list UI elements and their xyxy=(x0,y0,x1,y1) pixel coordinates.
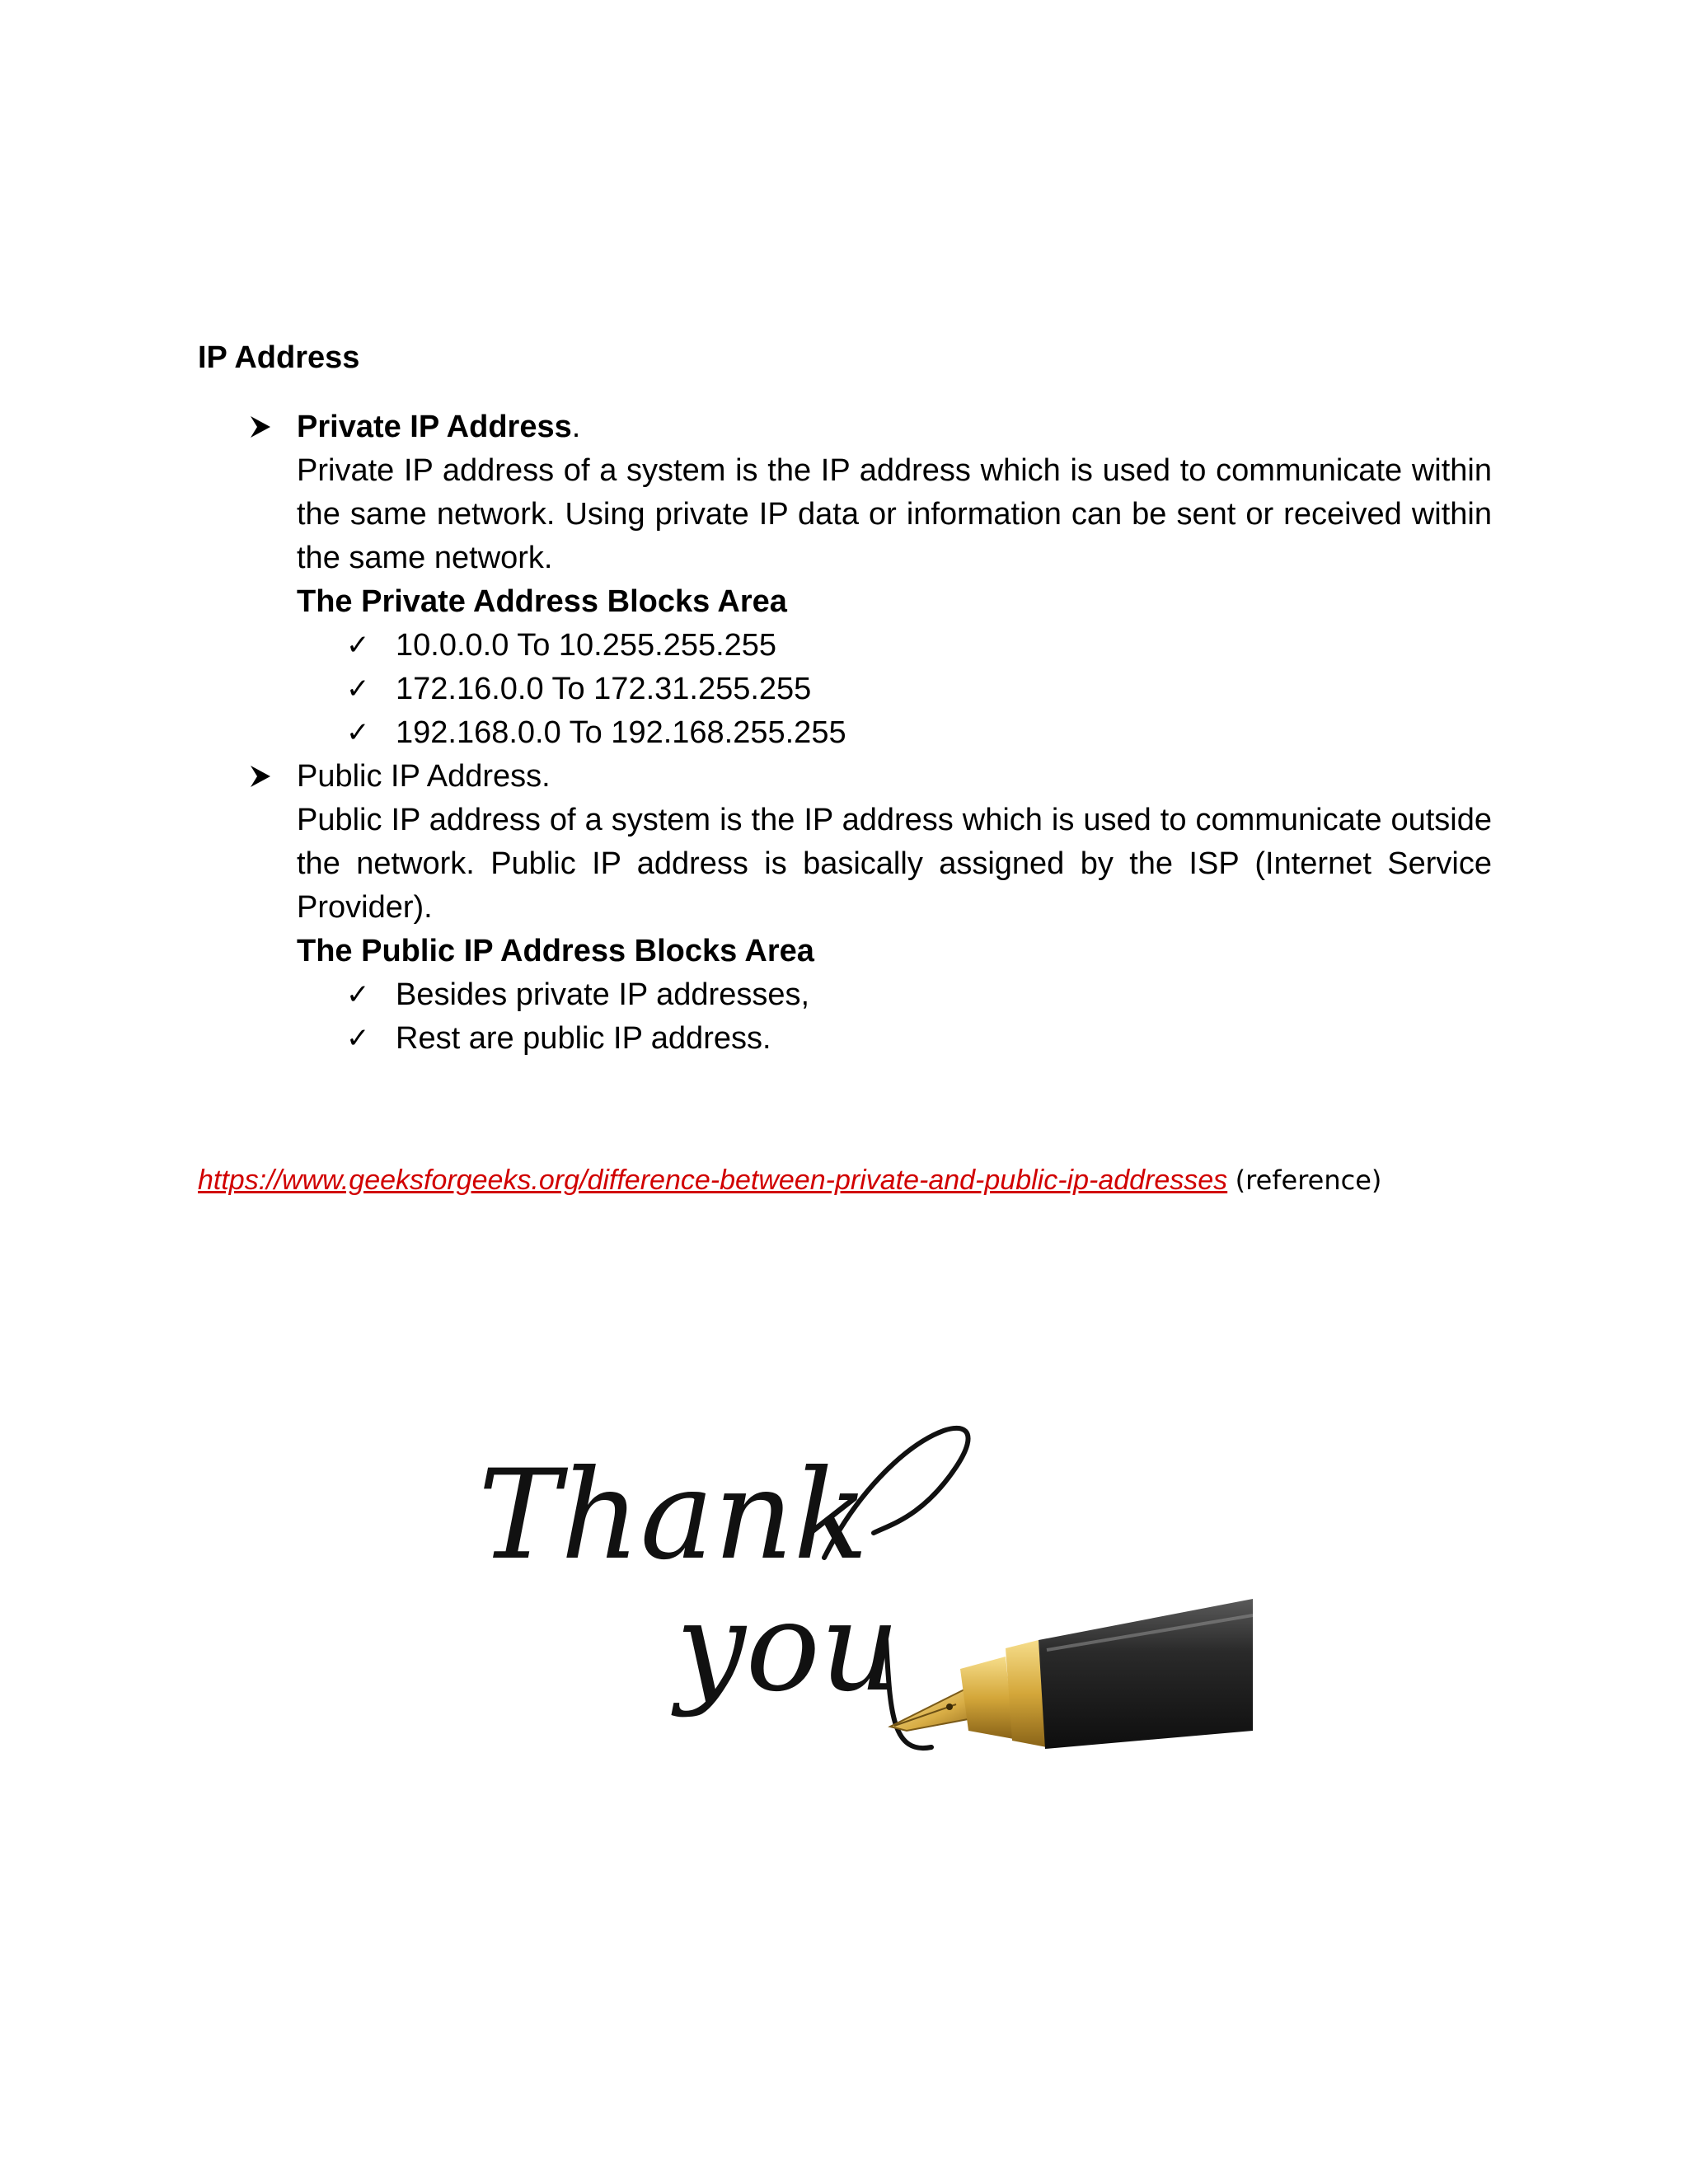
list-item xyxy=(346,668,1492,711)
reference-note: (reference) xyxy=(1235,1165,1382,1196)
public-ip-bullet xyxy=(247,755,1492,799)
public-ip-description: Public IP address of a system is the IP address which is used to communicate outside the network. Public IP address is basically assigned by the ISP (Internet Service Provider). xyxy=(297,803,1492,925)
checkmark-icon: ✓ xyxy=(346,1022,370,1055)
thank-word: Thank xyxy=(478,1444,869,1587)
private-blocks-heading: The Private Address Blocks Area xyxy=(297,584,787,619)
private-ip-section xyxy=(247,405,1492,755)
private-ip-heading: Private IP Address xyxy=(297,410,572,444)
page-title: IP Address xyxy=(198,340,360,375)
public-blocks-heading: The Public IP Address Blocks Area xyxy=(297,934,814,968)
fountain-pen-icon xyxy=(890,1599,1253,1749)
thank-you-image xyxy=(462,1393,1253,1780)
list-item xyxy=(346,711,1492,755)
checkmark-icon: ✓ xyxy=(346,978,370,1011)
you-word: you xyxy=(676,1576,900,1719)
reference-line xyxy=(198,1162,1381,1198)
list-item xyxy=(346,1017,1492,1061)
public-ip-heading: Public IP Address. xyxy=(297,759,551,794)
list-item-text: 10.0.0.0 To 10.255.255.255 xyxy=(396,628,777,663)
checkmark-icon: ✓ xyxy=(346,716,370,749)
private-ip-bullet xyxy=(247,405,1492,449)
list-item-text: Besides private IP addresses, xyxy=(396,977,810,1012)
checkmark-icon: ✓ xyxy=(346,629,370,662)
private-ip-heading-suffix: . xyxy=(571,410,581,444)
list-item xyxy=(346,624,1492,668)
private-ip-description: Private IP address of a system is the IP address which is used to communicate within the same network. Using private IP data or information can be sent or received within the same network. xyxy=(297,453,1492,575)
list-item-text: Rest are public IP address. xyxy=(396,1021,771,1056)
arrow-bullet-icon xyxy=(247,414,274,440)
checkmark-icon: ✓ xyxy=(346,673,370,705)
list-item xyxy=(346,973,1492,1017)
reference-link[interactable]: https://www.geeksforgeeks.org/difference-between-private-and-public-ip-addresses xyxy=(198,1165,1228,1196)
public-ip-section xyxy=(247,755,1492,1061)
list-item-text: 172.16.0.0 To 172.31.255.255 xyxy=(396,672,812,706)
list-item-text: 192.168.0.0 To 192.168.255.255 xyxy=(396,715,846,750)
public-blocks-list xyxy=(346,973,1492,1061)
private-blocks-list xyxy=(346,624,1492,755)
arrow-bullet-icon xyxy=(247,763,274,790)
